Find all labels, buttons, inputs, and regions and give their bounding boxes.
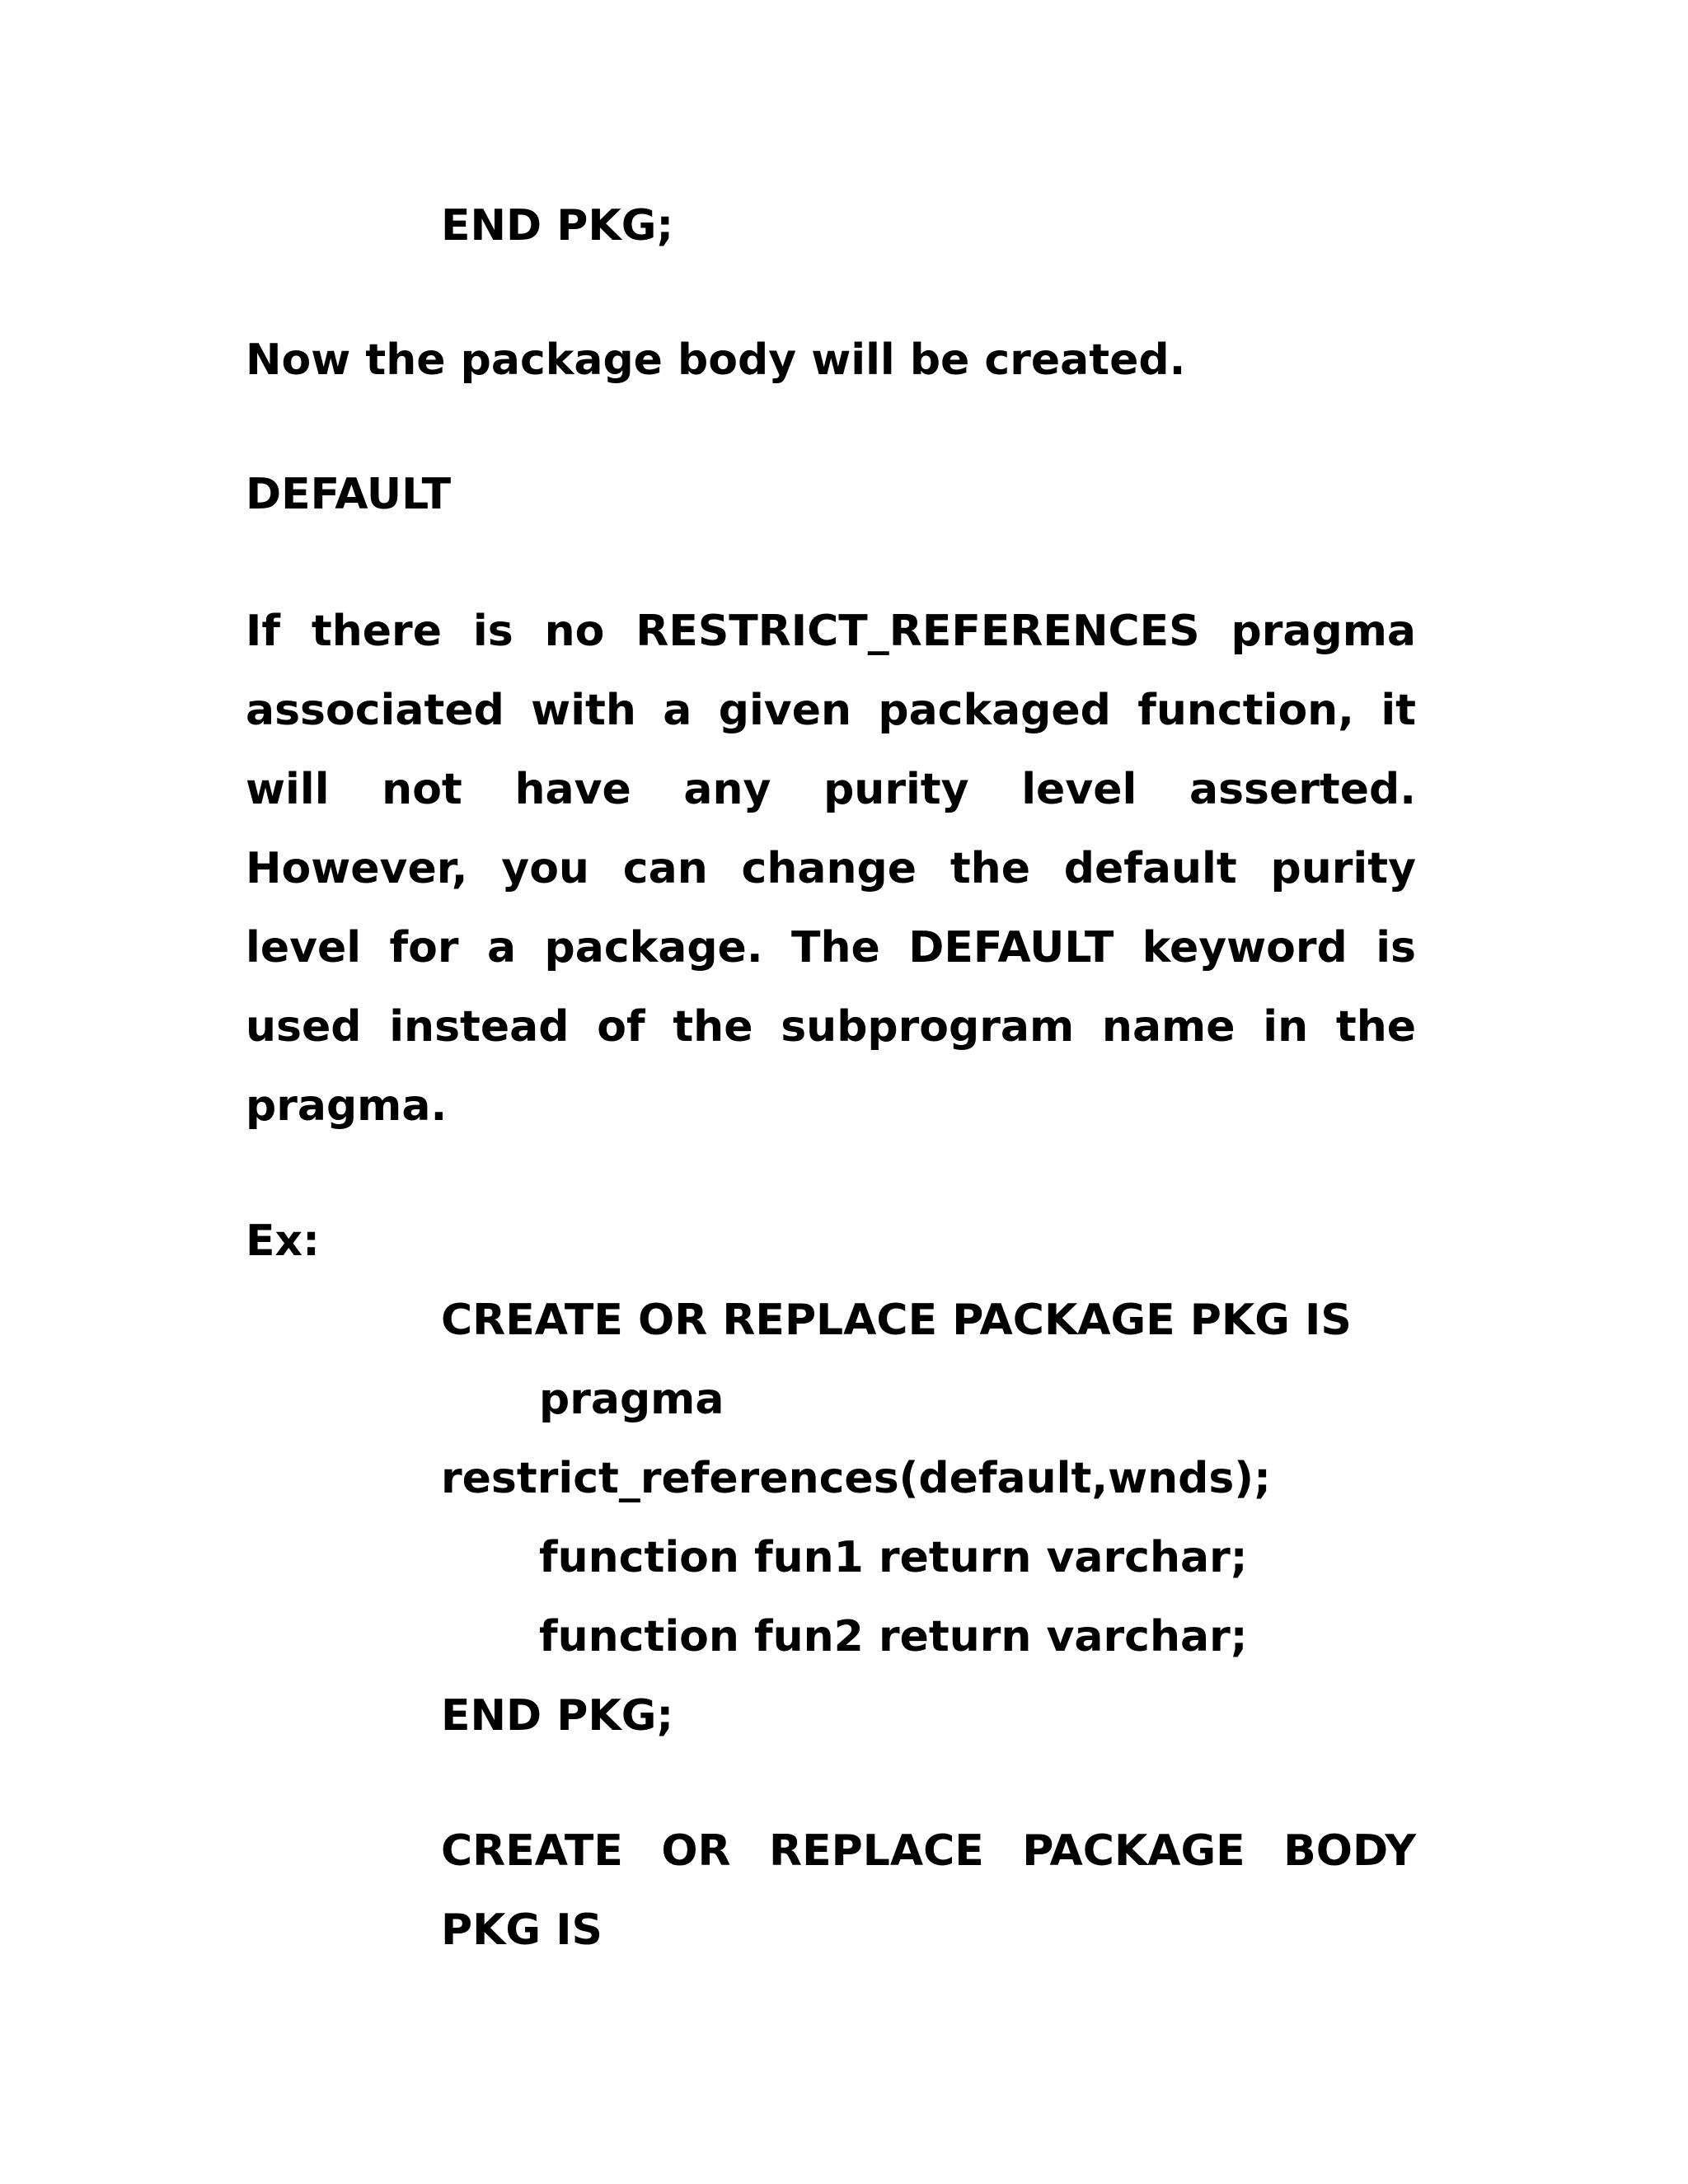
code-line: restrict_references(default,wnds); <box>441 1454 1271 1503</box>
code-line: CREATE OR REPLACE PACKAGE PKG IS <box>441 1296 1352 1345</box>
code-line: function fun1 return varchar; <box>539 1533 1248 1582</box>
paragraph-line: associated with a given packaged function, it <box>246 686 1416 735</box>
code-line: CREATE OR REPLACE PACKAGE BODY <box>441 1826 1416 1876</box>
paragraph-line: used instead of the subprogram name in the <box>246 1002 1416 1052</box>
intro-sentence: Now the package body will be created. <box>246 335 1186 385</box>
paragraph-line: will not have any purity level asserted. <box>246 765 1416 814</box>
code-line: PKG IS <box>441 1905 603 1955</box>
paragraph-line: level for a package. The DEFAULT keyword is <box>246 923 1416 972</box>
code-line: pragma <box>539 1375 724 1424</box>
code-end-pkg: END PKG; <box>441 201 674 251</box>
example-label: Ex: <box>246 1216 320 1266</box>
code-line: END PKG; <box>441 1691 674 1741</box>
paragraph-line: However, you can change the default purity <box>246 844 1416 893</box>
code-line: function fun2 return varchar; <box>539 1612 1248 1661</box>
section-heading: DEFAULT <box>246 470 452 519</box>
paragraph-line: If there is no RESTRICT_REFERENCES pragma <box>246 607 1416 656</box>
paragraph-line: pragma. <box>246 1081 448 1131</box>
